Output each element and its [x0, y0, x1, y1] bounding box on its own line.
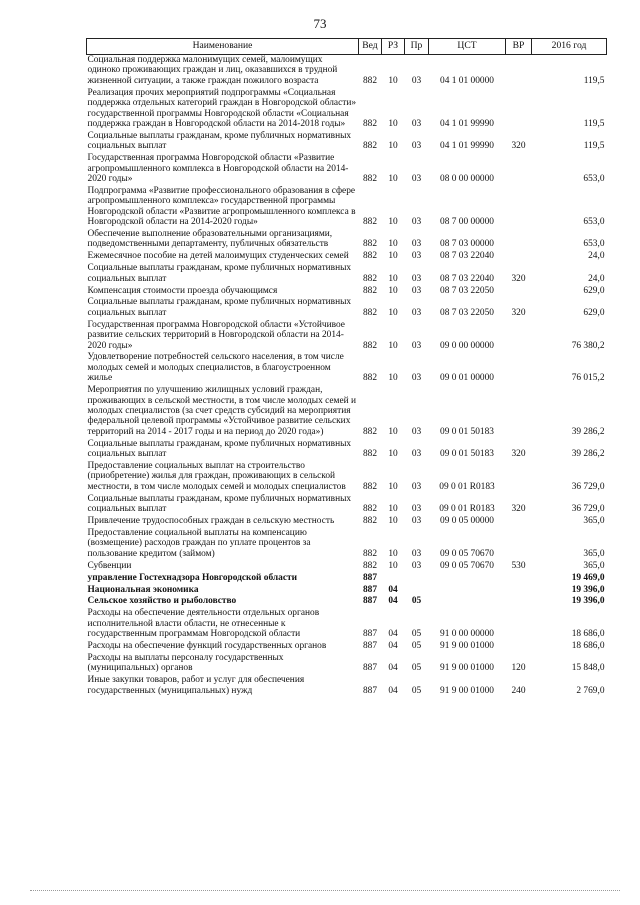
table-row: [87, 596, 607, 608]
row-rz: 10: [388, 118, 398, 129]
row-pr: 03: [411, 285, 422, 296]
row-amount: 119,5: [583, 141, 605, 152]
row-rz: 04: [388, 629, 398, 640]
row-cst: 04 1 01 00000: [440, 75, 494, 86]
row-name: Социальные выплаты гражданам, кроме публичных нормативных социальных выплат: [87, 130, 352, 152]
row-rz: 10: [388, 516, 398, 527]
row-cst: 08 7 00 00000: [440, 217, 494, 228]
row-pr: 05: [411, 641, 422, 652]
row-ved: 882: [362, 217, 378, 228]
row-pr: 03: [411, 426, 422, 437]
row-rz: 10: [388, 340, 398, 351]
row-pr: 03: [411, 307, 422, 318]
row-vr: [506, 153, 532, 186]
row-amount: 39 286,2: [571, 426, 605, 437]
row-cst: 91 9 00 01000: [440, 685, 494, 696]
row-vr: 240: [511, 685, 526, 696]
row-pr: 03: [411, 449, 422, 460]
row-ved: 882: [362, 75, 378, 86]
row-cst: 09 0 05 70670: [440, 548, 494, 559]
row-ved: 882: [362, 118, 378, 129]
row-pr: 03: [411, 373, 422, 384]
row-ved: 882: [362, 285, 378, 296]
row-name: Обеспечение выполнение образовательными организациями, подведомственными департаменту, публичных обязательств: [87, 229, 333, 250]
row-pr: 03: [411, 516, 422, 527]
row-ved: 882: [362, 173, 378, 184]
table-row: [87, 297, 607, 319]
row-amount: 653,0: [583, 239, 605, 250]
row-rz: 10: [388, 504, 398, 515]
row-name: Социальные выплаты гражданам, кроме публичных нормативных социальных выплат: [87, 493, 352, 515]
row-cst: 91 9 00 01000: [440, 641, 494, 652]
row-vr: 530: [511, 560, 526, 571]
row-cst: [429, 585, 506, 597]
table-row: [87, 263, 607, 285]
row-cst: 09 0 01 R0183: [439, 504, 495, 515]
row-rz: 10: [388, 307, 398, 318]
table-header-row: [87, 39, 607, 55]
row-rz: 10: [388, 173, 398, 184]
row-vr: [506, 320, 532, 353]
row-pr: 03: [411, 141, 422, 152]
row-amount: 18 686,0: [571, 641, 605, 652]
row-rz: 10: [388, 560, 398, 571]
row-name: Государственная программа Новгородской области «Устойчивое развитие сельских территорий в Новгородской области на 2014-2020 годы»: [87, 319, 345, 351]
row-ved: 882: [362, 504, 378, 515]
row-ved: 882: [362, 449, 378, 460]
row-ved: 882: [362, 239, 378, 250]
row-cst: 09 0 01 50183: [440, 426, 494, 437]
row-amount: 365,0: [583, 560, 605, 571]
budget-table: [86, 38, 607, 698]
row-cst: [429, 596, 506, 608]
header-amount: 2016 год: [532, 39, 607, 55]
row-vr: [506, 641, 532, 653]
row-rz: 10: [388, 217, 398, 228]
row-ved: 882: [362, 548, 378, 559]
row-pr: 03: [411, 239, 422, 250]
page-number: 73: [313, 16, 327, 31]
row-pr: 03: [411, 504, 422, 515]
row-name: Предоставление социальной выплаты на компенсацию (возмещение) расходов граждан по уплате процентов за пользование кредитом (займом): [87, 527, 311, 559]
row-vr: 320: [511, 273, 526, 284]
row-cst: 09 0 00 00000: [440, 340, 494, 351]
row-vr: [506, 229, 532, 251]
row-pr: 03: [411, 340, 422, 351]
table-row: [87, 286, 607, 298]
row-amount: 119,5: [583, 75, 605, 86]
table-row: [87, 352, 607, 385]
row-ved: 887: [362, 663, 378, 674]
row-pr: 03: [411, 560, 422, 571]
row-cst: 08 0 00 00000: [440, 173, 494, 184]
row-name: Национальная экономика: [87, 584, 199, 595]
row-ved: 882: [362, 340, 378, 351]
row-pr: 05: [411, 629, 422, 640]
row-amount: 36 729,0: [571, 504, 605, 515]
row-vr: 320: [511, 504, 526, 515]
row-name: Привлечение трудоспособных граждан в сельскую местность: [87, 516, 335, 527]
row-pr: 03: [411, 273, 422, 284]
row-cst: [429, 573, 506, 585]
row-pr: 03: [411, 118, 422, 129]
row-amount: 76 015,2: [571, 373, 605, 384]
row-amount: 18 686,0: [571, 629, 605, 640]
row-cst: 04 1 01 99990: [440, 141, 494, 152]
row-rz: 10: [388, 481, 398, 492]
row-ved: 882: [362, 481, 378, 492]
row-pr: 03: [411, 481, 422, 492]
row-ved: 882: [362, 251, 378, 262]
row-rz: 10: [388, 141, 398, 152]
row-amount: 629,0: [583, 307, 605, 318]
row-name: Предоставление социальных выплат на строительство (приобретение) жилья для граждан, проживающих в сельской местности, в том числе молодых семей и молодых специалистов: [87, 461, 346, 492]
row-ved: 882: [362, 560, 378, 571]
row-rz: 10: [388, 449, 398, 460]
row-ved: 887: [362, 641, 378, 652]
header-vr: ВР: [506, 39, 532, 55]
row-rz: 10: [388, 373, 398, 384]
row-amount: 365,0: [583, 548, 605, 559]
row-pr: 05: [411, 685, 422, 696]
row-cst: 08 7 03 00000: [440, 239, 494, 250]
row-vr: [506, 608, 532, 641]
table-row: [87, 439, 607, 461]
header-pr: Пр: [405, 39, 429, 55]
row-ved: 887: [362, 629, 378, 640]
table-row: [87, 251, 607, 263]
row-cst: 08 7 03 22040: [440, 251, 494, 262]
row-rz: 04: [388, 641, 398, 652]
row-pr: 03: [411, 548, 422, 559]
row-amount: 76 380,2: [571, 340, 605, 351]
table-row: [87, 55, 607, 88]
row-rz: 10: [388, 548, 398, 559]
header-name: Наименование: [87, 39, 359, 55]
row-amount: 19 396,0: [571, 584, 605, 595]
table-row: [87, 186, 607, 229]
row-rz: 10: [388, 75, 398, 86]
row-name: Компенсация стоимости проезда обучающимся: [87, 285, 278, 296]
row-name: Социальные выплаты гражданам, кроме публичных нормативных социальных выплат: [87, 263, 352, 284]
row-name: Реализация прочих мероприятий подпрограммы «Социальная поддержка отдельных категорий граждан в Новгородской области» государственной программы Новгородской области «Социальная поддержка граждан в Новгородской области на 2014-2018 годы»: [87, 87, 357, 129]
row-pr: [405, 573, 429, 585]
row-amount: 653,0: [583, 173, 605, 184]
row-name: Социальные выплаты гражданам, кроме публичных нормативных социальных выплат: [87, 438, 352, 460]
row-amount: 19 396,0: [571, 596, 605, 607]
row-rz: 04: [388, 584, 398, 595]
row-ved: 882: [362, 516, 378, 527]
row-pr: [405, 585, 429, 597]
row-vr: 120: [511, 663, 526, 674]
row-name: Расходы на выплаты персоналу государственных (муниципальных) органов: [87, 652, 284, 674]
table-row: [87, 585, 607, 597]
row-ved: 882: [362, 273, 378, 284]
row-name: Расходы на обеспечение функций государственных органов: [87, 641, 327, 652]
row-amount: 36 729,0: [571, 481, 605, 492]
row-name: Мероприятия по улучшению жилищных условий граждан, проживающих в сельской местности, в том числе молодых семей и молодых специалистов (за счет средств субсидий на мероприятия федеральной целевой программы «Устойчивое развитие сельских территорий на 2014 - 2017 годы и на период до 2020 года»): [87, 385, 357, 437]
table-row: [87, 229, 607, 251]
row-vr: 320: [511, 307, 526, 318]
table-row: [87, 131, 607, 153]
row-cst: 08 7 03 22040: [440, 273, 494, 284]
row-amount: 365,0: [583, 516, 605, 527]
table-row: [87, 153, 607, 186]
row-name: Социальные выплаты гражданам, кроме публичных нормативных социальных выплат: [87, 297, 352, 318]
table-row: [87, 88, 607, 131]
row-vr: [506, 516, 532, 528]
row-vr: [506, 55, 532, 88]
row-pr: 03: [411, 75, 422, 86]
row-amount: 24,0: [588, 251, 605, 262]
row-cst: 09 0 05 70670: [440, 560, 494, 571]
row-ved: 887: [362, 572, 378, 583]
row-name: управление Гостехнадзора Новгородской области: [87, 572, 298, 583]
table-row: [87, 653, 607, 675]
row-pr: 03: [411, 173, 422, 184]
row-rz: 10: [388, 285, 398, 296]
row-rz: 10: [388, 251, 398, 262]
row-vr: [506, 385, 532, 439]
row-amount: 2 769,0: [576, 685, 605, 696]
row-amount: 39 286,2: [571, 449, 605, 460]
row-vr: [506, 596, 532, 608]
row-name: Иные закупки товаров, работ и услуг для обеспечения государственных (муниципальных) нужд: [87, 675, 305, 696]
row-cst: 09 0 01 00000: [440, 373, 494, 384]
row-pr: 03: [411, 217, 422, 228]
row-name: Социальная поддержка малонимущих семей, малоимущих одиноко проживающих граждан и лиц, оказавшихся в трудной жизненной ситуации, а также граждан пожилого возраста: [87, 55, 338, 86]
row-rz: 04: [388, 685, 398, 696]
table-row: [87, 641, 607, 653]
row-amount: 653,0: [583, 217, 605, 228]
row-name: Субвенции: [87, 560, 132, 571]
row-cst: 04 1 01 99990: [440, 118, 494, 129]
row-rz: 04: [388, 596, 398, 607]
header-rz: РЗ: [382, 39, 405, 55]
row-cst: 91 0 00 00000: [440, 629, 494, 640]
row-vr: [506, 352, 532, 385]
table-row: [87, 608, 607, 641]
row-name: Подпрограмма «Развитие профессионального образования в сфере агропромышленного комплекса» государственной программы Новгородской области «Развитие агропромышленного комплекса в Новгородской области на 2014-2020 годы»: [87, 185, 356, 228]
header-cst: ЦСТ: [429, 39, 506, 55]
row-vr: [506, 88, 532, 131]
row-vr: [506, 461, 532, 494]
row-amount: 19 469,0: [571, 572, 605, 583]
header-ved: Вед: [359, 39, 382, 55]
row-rz: 10: [388, 273, 398, 284]
table-row: [87, 573, 607, 585]
row-name: Ежемесячное пособие на детей малоимущих студенческих семей: [87, 251, 349, 262]
table-row: [87, 385, 607, 439]
row-cst: 09 0 01 R0183: [439, 481, 495, 492]
scan-noise-line: [30, 890, 620, 892]
row-cst: 09 0 05 00000: [440, 516, 494, 527]
table-row: [87, 320, 607, 353]
row-pr: 05: [411, 596, 422, 607]
row-pr: 03: [411, 251, 422, 262]
table-row: [87, 516, 607, 528]
row-rz: 04: [388, 663, 398, 674]
table-row: [87, 494, 607, 516]
row-vr: [506, 585, 532, 597]
row-ved: 887: [362, 685, 378, 696]
row-ved: 882: [362, 307, 378, 318]
row-ved: 882: [362, 373, 378, 384]
row-ved: 882: [362, 141, 378, 152]
table-row: [87, 675, 607, 697]
row-vr: [506, 251, 532, 263]
table-row: [87, 561, 607, 573]
row-pr: 05: [411, 663, 422, 674]
row-cst: 09 0 01 50183: [440, 449, 494, 460]
row-ved: 887: [362, 584, 378, 595]
row-ved: 882: [362, 426, 378, 437]
row-amount: 15 848,0: [571, 663, 605, 674]
row-cst: 08 7 03 22050: [440, 285, 494, 296]
row-cst: 91 9 00 01000: [440, 663, 494, 674]
row-name: Государственная программа Новгородской области «Развитие агропромышленного комплекса в Новгородской области на 2014-2020 годы»: [87, 153, 349, 184]
table-row: [87, 461, 607, 494]
row-rz: 10: [388, 239, 398, 250]
row-name: Расходы на обеспечение деятельности отдельных органов исполнительной власти области, не отнесенные к государственным программам Новгородской области: [87, 608, 320, 640]
row-ved: 887: [362, 596, 378, 607]
row-vr: [506, 186, 532, 229]
row-rz: [382, 573, 405, 585]
row-amount: 24,0: [588, 273, 605, 284]
row-vr: [506, 286, 532, 298]
row-name: Сельское хозяйство и рыболовство: [87, 596, 237, 607]
row-amount: 119,5: [583, 118, 605, 129]
row-vr: [506, 573, 532, 585]
row-amount: 629,0: [583, 285, 605, 296]
row-vr: 320: [511, 141, 526, 152]
row-vr: [506, 528, 532, 561]
row-rz: 10: [388, 426, 398, 437]
row-name: Удовлетворение потребностей сельского населения, в том числе молодых семей и молодых специалистов, в благоустроенном жилье: [87, 352, 344, 384]
row-cst: 08 7 03 22050: [440, 307, 494, 318]
row-vr: 320: [511, 449, 526, 460]
table-row: [87, 528, 607, 561]
